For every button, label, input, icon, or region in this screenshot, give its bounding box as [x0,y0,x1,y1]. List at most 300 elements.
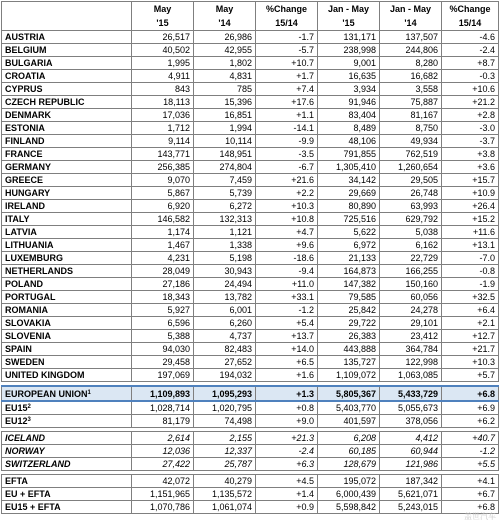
country-name: CROATIA [5,71,46,81]
country-row [2,226,499,239]
eu-efta-row [2,488,499,501]
country-name: ROMANIA [5,305,48,315]
footnote-marker: 3 [27,417,31,423]
value-cell: 82,483 [194,343,256,356]
value-cell: 10,114 [194,135,256,148]
country-row [2,70,499,83]
table-body [2,31,499,514]
value-cell: 1,109,072 [318,369,380,382]
country-name-cell [2,31,132,44]
country-row [2,330,499,343]
value-cell: 34,142 [318,174,380,187]
value-cell: 9,070 [132,174,194,187]
value-cell: +14.0 [256,343,318,356]
value-cell: -6.7 [256,161,318,174]
country-name-cell [2,187,132,200]
country-name: CZECH REPUBLIC [5,97,85,107]
country-row [2,265,499,278]
value-cell: 128,679 [318,458,380,471]
value-cell: 5,598,842 [318,501,380,514]
value-cell: 1,260,654 [380,161,442,174]
country-row [2,187,499,200]
country-row [2,252,499,265]
country-name-cell [2,57,132,70]
value-cell: +9.6 [256,239,318,252]
header-cell [2,2,132,17]
country-name: LITHUANIA [5,240,54,250]
value-cell: -1.9 [442,278,499,291]
value-cell: +1.6 [256,369,318,382]
country-row [2,31,499,44]
value-cell: 42,072 [132,475,194,488]
country-row [2,161,499,174]
value-cell: 6,920 [132,200,194,213]
value-cell: -1.2 [442,445,499,458]
country-name: ICELAND [5,433,45,443]
country-row [2,83,499,96]
value-cell: +5.7 [442,369,499,382]
header-row-1 [2,2,499,17]
value-cell: 1,712 [132,122,194,135]
value-cell: +6.4 [442,304,499,317]
country-name-cell [2,44,132,57]
value-cell: 29,722 [318,317,380,330]
value-cell: -1.2 [256,304,318,317]
value-cell: +21.7 [442,343,499,356]
value-cell: 27,186 [132,278,194,291]
value-cell: 5,038 [380,226,442,239]
value-cell: 12,337 [194,445,256,458]
value-cell: 146,582 [132,213,194,226]
value-cell: 6,972 [318,239,380,252]
eu15-row [2,401,499,415]
value-cell: 1,020,795 [194,401,256,415]
efta-country-row [2,445,499,458]
value-cell: 26,986 [194,31,256,44]
country-name: EU + EFTA [5,489,51,499]
footnote-marker: 2 [27,404,31,410]
value-cell: 26,383 [318,330,380,343]
value-cell: 6,000,439 [318,488,380,501]
value-cell: 147,382 [318,278,380,291]
country-name: EUROPEAN UNION [5,388,88,399]
value-cell: 1,305,410 [318,161,380,174]
header-cell: May [194,2,256,17]
value-cell: +5.4 [256,317,318,330]
value-cell: 150,160 [380,278,442,291]
value-cell: +3.6 [442,161,499,174]
value-cell: 1,467 [132,239,194,252]
value-cell: +4.1 [442,475,499,488]
country-row [2,317,499,330]
country-name: UNITED KINGDOM [5,370,85,380]
country-name: EU15 + EFTA [5,502,61,512]
value-cell: 23,412 [380,330,442,343]
value-cell: +1.4 [256,488,318,501]
value-cell: 16,682 [380,70,442,83]
value-cell: 5,198 [194,252,256,265]
country-name-cell [2,356,132,369]
value-cell: 26,748 [380,187,442,200]
value-cell: 91,946 [318,96,380,109]
country-name-cell [2,265,132,278]
value-cell: 8,750 [380,122,442,135]
country-name-cell [2,330,132,343]
value-cell: +17.6 [256,96,318,109]
header-cell: %Change [442,2,499,17]
country-name-cell [2,161,132,174]
country-name-cell [2,122,132,135]
value-cell: 1,135,572 [194,488,256,501]
country-name-cell [2,226,132,239]
header-cell: 15/14 [256,16,318,31]
country-row [2,213,499,226]
value-cell: +2.2 [256,187,318,200]
value-cell: 194,032 [194,369,256,382]
eu-total-row [2,386,499,401]
value-cell: +6.8 [442,501,499,514]
country-name: LATVIA [5,227,37,237]
country-name-cell [2,278,132,291]
value-cell: 30,943 [194,265,256,278]
country-name: FRANCE [5,149,43,159]
value-cell: 843 [132,83,194,96]
header-cell: '15 [318,16,380,31]
value-cell: +3.8 [442,148,499,161]
value-cell: +10.7 [256,57,318,70]
value-cell: 48,106 [318,135,380,148]
value-cell: 2,614 [132,432,194,445]
value-cell: +21.3 [256,432,318,445]
country-name-cell [2,501,132,514]
header-cell: Jan - May [318,2,380,17]
country-name-cell [2,239,132,252]
value-cell: 5,621,071 [380,488,442,501]
value-cell: 18,343 [132,291,194,304]
country-row [2,343,499,356]
country-name: EU15 [5,403,28,413]
value-cell: -9.9 [256,135,318,148]
country-row [2,174,499,187]
value-cell: 81,167 [380,109,442,122]
value-cell: 5,403,770 [318,401,380,415]
country-name-cell [2,70,132,83]
country-name: HUNGARY [5,188,51,198]
value-cell: +40.7 [442,432,499,445]
value-cell: 1,995 [132,57,194,70]
country-name-cell [2,213,132,226]
value-cell: +10.3 [442,356,499,369]
value-cell: 5,433,729 [380,386,442,401]
country-row [2,200,499,213]
country-name-cell [2,109,132,122]
value-cell: 21,133 [318,252,380,265]
value-cell: +9.0 [256,415,318,428]
value-cell: -3.5 [256,148,318,161]
value-cell: 1,063,085 [380,369,442,382]
country-name: BELGIUM [5,45,47,55]
country-row [2,96,499,109]
value-cell: -2.4 [442,44,499,57]
value-cell: 24,278 [380,304,442,317]
country-row [2,369,499,382]
country-name: EU12 [5,416,28,426]
value-cell: 79,585 [318,291,380,304]
header-cell: May [132,2,194,17]
value-cell: 1,070,786 [132,501,194,514]
country-name: EFTA [5,476,28,486]
country-name-cell [2,148,132,161]
value-cell: +33.1 [256,291,318,304]
value-cell: 5,867 [132,187,194,200]
value-cell: 29,458 [132,356,194,369]
value-cell: 195,072 [318,475,380,488]
value-cell: +7.4 [256,83,318,96]
value-cell: 378,056 [380,415,442,428]
value-cell: 26,517 [132,31,194,44]
value-cell: 42,955 [194,44,256,57]
country-name: NETHERLANDS [5,266,74,276]
value-cell: 40,279 [194,475,256,488]
value-cell: 401,597 [318,415,380,428]
header-cell: '15 [132,16,194,31]
value-cell: 24,494 [194,278,256,291]
country-name: ESTONIA [5,123,45,133]
value-cell: 29,669 [318,187,380,200]
country-name: SWITZERLAND [5,459,71,469]
country-name: PORTUGAL [5,292,56,302]
country-row [2,57,499,70]
value-cell: 22,729 [380,252,442,265]
country-name-cell [2,445,132,458]
value-cell: 5,055,673 [380,401,442,415]
country-name-cell [2,291,132,304]
country-row [2,122,499,135]
value-cell: 785 [194,83,256,96]
value-cell: 6,260 [194,317,256,330]
country-name: SLOVENIA [5,331,52,341]
value-cell: -0.8 [442,265,499,278]
header-cell: Jan - May [380,2,442,17]
country-row [2,239,499,252]
value-cell: +13.7 [256,330,318,343]
value-cell: 131,171 [318,31,380,44]
value-cell: 791,855 [318,148,380,161]
value-cell: +1.7 [256,70,318,83]
country-name-cell [2,343,132,356]
country-name-cell [2,475,132,488]
value-cell: 1,121 [194,226,256,239]
country-name: NORWAY [5,446,45,456]
value-cell: +8.7 [442,57,499,70]
value-cell: 6,596 [132,317,194,330]
value-cell: 4,737 [194,330,256,343]
value-cell: 443,888 [318,343,380,356]
value-cell: 28,049 [132,265,194,278]
country-row [2,356,499,369]
value-cell: -7.0 [442,252,499,265]
country-name-cell [2,369,132,382]
value-cell: 29,505 [380,174,442,187]
country-name-cell [2,432,132,445]
country-row [2,148,499,161]
value-cell: 4,911 [132,70,194,83]
value-cell: -1.7 [256,31,318,44]
value-cell: 74,498 [194,415,256,428]
value-cell: 197,069 [132,369,194,382]
value-cell: 94,030 [132,343,194,356]
country-name-cell [2,252,132,265]
value-cell: +12.7 [442,330,499,343]
value-cell: 725,516 [318,213,380,226]
country-name: ITALY [5,214,30,224]
value-cell: 4,412 [380,432,442,445]
value-cell: 1,174 [132,226,194,239]
value-cell: 17,036 [132,109,194,122]
header-row-2 [2,16,499,31]
country-name-cell [2,96,132,109]
value-cell: 3,934 [318,83,380,96]
value-cell: 238,998 [318,44,380,57]
value-cell: 135,727 [318,356,380,369]
value-cell: +15.2 [442,213,499,226]
country-name: POLAND [5,279,43,289]
country-name: DENMARK [5,110,51,120]
value-cell: +2.1 [442,317,499,330]
country-name-cell [2,174,132,187]
value-cell: -0.3 [442,70,499,83]
value-cell: +4.5 [256,475,318,488]
country-name-cell [2,317,132,330]
value-cell: +13.1 [442,239,499,252]
country-name: CYPRUS [5,84,43,94]
value-cell: 8,280 [380,57,442,70]
country-name-cell [2,200,132,213]
country-name-cell [2,488,132,501]
header-cell [2,16,132,31]
country-name: AUSTRIA [5,32,45,42]
value-cell: 27,422 [132,458,194,471]
value-cell: 16,851 [194,109,256,122]
value-cell: 63,993 [380,200,442,213]
value-cell: +1.1 [256,109,318,122]
value-cell: 1,095,293 [194,386,256,401]
value-cell: +10.6 [442,83,499,96]
country-name-cell [2,401,132,415]
value-cell: +10.9 [442,187,499,200]
value-cell: 1,338 [194,239,256,252]
header-cell: %Change [256,2,318,17]
value-cell: 137,507 [380,31,442,44]
value-cell: 187,342 [380,475,442,488]
value-cell: 1,802 [194,57,256,70]
value-cell: +21.6 [256,174,318,187]
value-cell: 60,056 [380,291,442,304]
value-cell: +6.5 [256,356,318,369]
efta-total-row [2,475,499,488]
value-cell: 256,385 [132,161,194,174]
value-cell: 4,231 [132,252,194,265]
country-name: SLOVAKIA [5,318,51,328]
value-cell: 7,459 [194,174,256,187]
value-cell: +10.8 [256,213,318,226]
country-row [2,44,499,57]
value-cell: 16,635 [318,70,380,83]
value-cell: +11.6 [442,226,499,239]
country-name: GERMANY [5,162,52,172]
value-cell: 6,272 [194,200,256,213]
value-cell: 3,558 [380,83,442,96]
value-cell: -9.4 [256,265,318,278]
value-cell: 5,243,015 [380,501,442,514]
value-cell: 629,792 [380,213,442,226]
efta-country-row [2,458,499,471]
header-cell: 15/14 [442,16,499,31]
country-name: SWEDEN [5,357,45,367]
value-cell: 9,001 [318,57,380,70]
value-cell: 81,179 [132,415,194,428]
country-name: FINLAND [5,136,45,146]
value-cell: 6,208 [318,432,380,445]
value-cell: +10.3 [256,200,318,213]
value-cell: 12,036 [132,445,194,458]
value-cell: 60,185 [318,445,380,458]
value-cell: 364,784 [380,343,442,356]
value-cell: +1.3 [256,386,318,401]
value-cell: 762,519 [380,148,442,161]
value-cell: 18,113 [132,96,194,109]
value-cell: -3.0 [442,122,499,135]
value-cell: 148,951 [194,148,256,161]
value-cell: -3.7 [442,135,499,148]
value-cell: +26.4 [442,200,499,213]
value-cell: -2.4 [256,445,318,458]
value-cell: 6,162 [380,239,442,252]
value-cell: +15.7 [442,174,499,187]
country-name-cell [2,415,132,428]
value-cell: -4.6 [442,31,499,44]
country-name-cell [2,386,132,401]
value-cell: +0.8 [256,401,318,415]
value-cell: 27,652 [194,356,256,369]
value-cell: 60,944 [380,445,442,458]
value-cell: 5,622 [318,226,380,239]
registrations-table [1,1,499,514]
value-cell: 274,804 [194,161,256,174]
country-name-cell [2,304,132,317]
value-cell: 2,155 [194,432,256,445]
watermark-text: 盖世汽车 [464,512,496,521]
value-cell: 5,388 [132,330,194,343]
value-cell: 1,151,965 [132,488,194,501]
value-cell: 164,873 [318,265,380,278]
eu15-efta-row [2,501,499,514]
value-cell: 75,887 [380,96,442,109]
value-cell: 244,806 [380,44,442,57]
value-cell: 121,986 [380,458,442,471]
value-cell: 83,404 [318,109,380,122]
value-cell: +6.8 [442,386,499,401]
value-cell: 1,994 [194,122,256,135]
value-cell: 5,805,367 [318,386,380,401]
value-cell: 1,109,893 [132,386,194,401]
value-cell: 15,396 [194,96,256,109]
value-cell: -5.7 [256,44,318,57]
country-name: LUXEMBURG [5,253,63,263]
value-cell: +0.9 [256,501,318,514]
country-row [2,304,499,317]
value-cell: +6.3 [256,458,318,471]
